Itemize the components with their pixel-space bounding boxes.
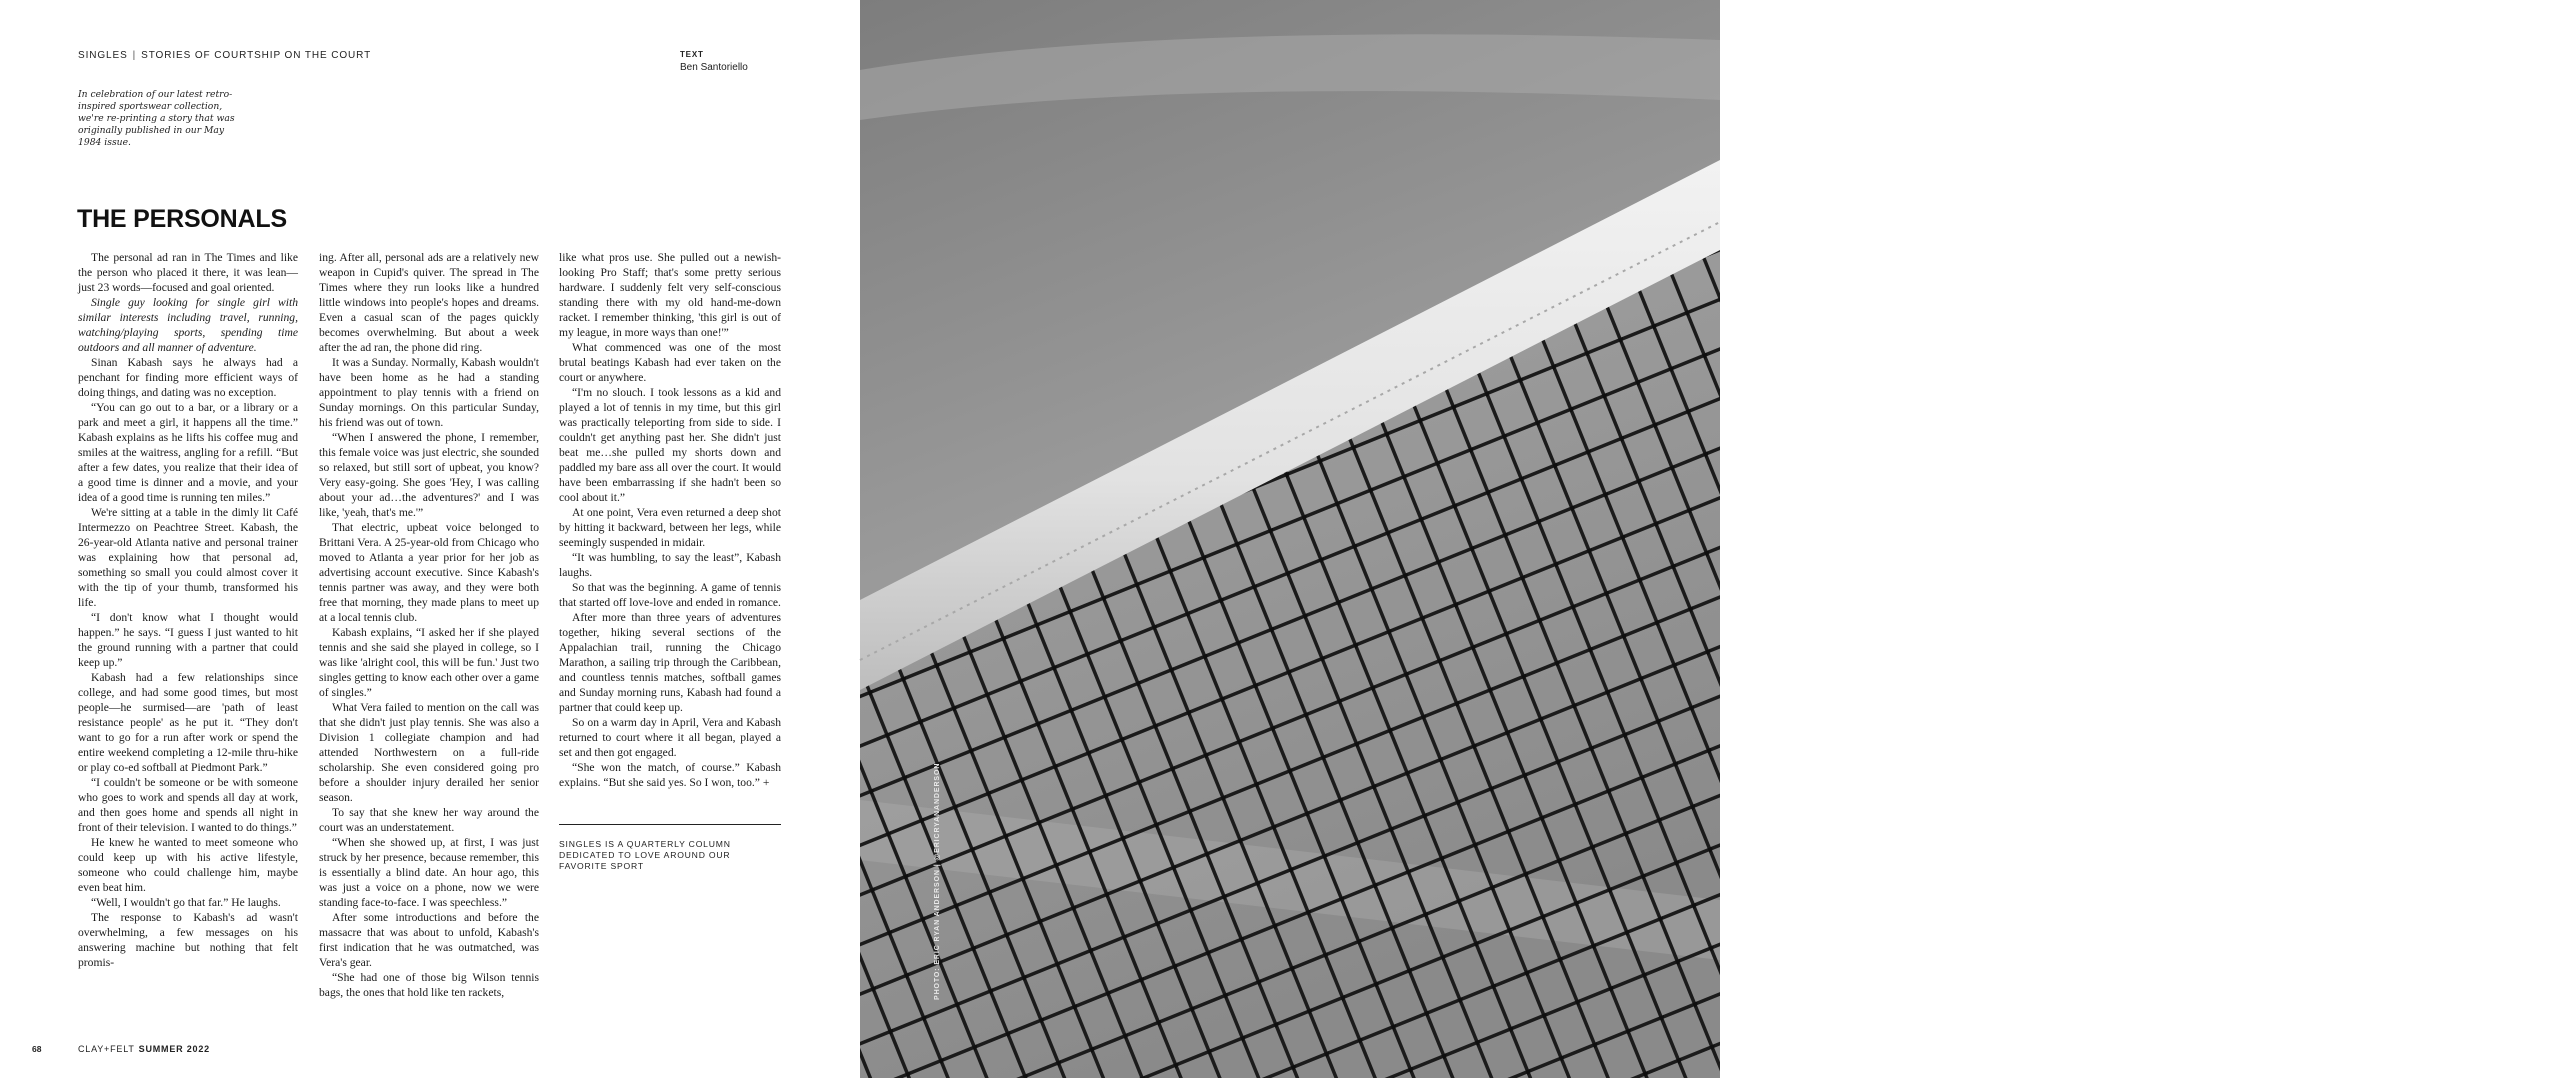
paragraph: “Well, I wouldn't go that far.” He laughs. — [91, 896, 281, 909]
paragraph: Sinan Kabash says he always had a penchant for finding more efficient ways of doing things, and dating was no exception. — [78, 356, 298, 399]
author-name: Ben Santoriello — [680, 62, 748, 73]
page-number-right: 69 — [2540, 1044, 2549, 1054]
magazine-footer — [78, 1044, 210, 1054]
paragraph: The personal ad ran in The Times and like the person who placed it there, it was lean—just 23 words—focused and goal oriented. — [78, 251, 298, 294]
paragraph: “I couldn't be someone or be with someone who goes to work and spends all day at work, and then goes home and spends all night in front of their television. I wanted to do things.” — [78, 776, 298, 834]
photo-page — [860, 0, 2549, 1078]
section-subtitle: STORIES OF COURTSHIP ON THE COURT — [141, 50, 372, 61]
paragraph: The response to Kabash's ad wasn't overwhelming, a few messages on his answering machine but nothing that felt promis- — [78, 911, 298, 969]
paragraph: It was a Sunday. Normally, Kabash wouldn't have been home as he had a standing appointment to play tennis with a friend on Sunday mornings. On this particular Sunday, his friend was out of town. — [319, 356, 539, 429]
paragraph: ing. After all, personal ads are a relatively new weapon in Cupid's quiver. The spread in The Times where they run looks like a hundred little windows into people's hopes and dreams. Even a casual scan of the pages quickly becomes overwhelming. But about a week after the ad ran, the phone did ring. — [319, 251, 539, 354]
intro-note: In celebration of our latest retro-inspired sportswear collection, we're re-printing a story that was originally published in our May 1984 issue. — [78, 89, 235, 148]
issue-label: SUMMER 2022 — [138, 1044, 210, 1054]
paragraph: So on a warm day in April, Vera and Kabash returned to court where it all began, played a set and then got engaged. — [559, 716, 781, 759]
paragraph: Kabash explains, “I asked her if she played tennis and she said she played in college, so I was like 'alright cool, this will be fun.' Just two singles getting to know each other over a game of singles.” — [319, 626, 539, 699]
personal-ad-quote: Single guy looking for single girl with similar interests including travel, running, watching/playing sports, spending time outdoors and all manner of adventure. — [78, 296, 298, 354]
section-kicker — [78, 50, 371, 61]
article-headline: THE PERSONALS — [77, 205, 287, 233]
paragraph: “I don't know what I thought would happen.” he says. “I guess I just wanted to hit the ground running with a partner that could keep up.” — [78, 611, 298, 669]
tennis-net-photo — [860, 0, 1720, 1078]
paragraph: To say that she knew her way around the court was an understatement. — [319, 806, 539, 834]
column-footnote: SINGLES IS A QUARTERLY COLUMN DEDICATED TO LOVE AROUND OUR FAVORITE SPORT — [559, 839, 731, 871]
paragraph: Kabash had a few relationships since college, and had some good times, but most people—he surmised—are 'path of least resistance people' as he put it. “They don't want to go for a run after work or spend the entire weekend completing a 12-mile thru-hike or play co-ed softball at Piedmont Park.” — [78, 671, 298, 774]
paragraph: He knew he wanted to meet someone who could keep up with his active lifestyle, someone who could challenge him, maybe even beat him. — [78, 836, 298, 894]
page-number-left: 68 — [32, 1044, 42, 1054]
paragraph: like what pros use. She pulled out a newish-looking Pro Staff; that's some pretty serious hardware. I suddenly felt very self-conscious standing there with my old hand-me-down racket. I remember thinking, 'this girl is out of my league, in more ways than one!'” — [559, 251, 781, 339]
paragraph: What Vera failed to mention on the call was that she didn't just play tennis. She was also a Division 1 collegiate champion and had attended Northwestern on a full-ride scholarship. She even considered going pro before a shoulder injury derailed her senior season. — [319, 701, 539, 804]
photo-credit: PHOTO: ERIC RYAN ANDERSON | @ERICRYANANDERSON — [934, 762, 941, 1000]
article-column-1 — [78, 250, 298, 970]
magazine-brand: CLAY+FELT — [78, 1044, 135, 1054]
paragraph: “You can go out to a bar, or a library or a park and meet a girl, it happens all the time.” Kabash explains as he lifts his coffee mug and smiles at the waitress, angling for a refill. “But after a few dates, you realize that their idea of a good time is dinner and a movie, and your idea of a good time is running ten miles.” — [78, 401, 298, 504]
left-page — [0, 0, 860, 1078]
footnote-divider — [559, 824, 781, 825]
section-name: SINGLES — [78, 50, 128, 61]
paragraph: After more than three years of adventures together, hiking several sections of the Appalachian trail, running the Chicago Marathon, a sailing trip through the Caribbean, and countless tennis matches, softball games and Sunday morning runs, Kabash had found a partner that could keep up. — [559, 611, 781, 714]
text-credit-label: TEXT — [680, 50, 704, 59]
paragraph: “She won the match, of course.” Kabash explains. “But she said yes. So I won, too.” + — [559, 761, 781, 789]
kicker-divider: | — [132, 50, 137, 61]
paragraph: After some introductions and before the massacre that was about to unfold, Kabash's first indication that he was outmatched, was Vera's gear. — [319, 911, 539, 969]
article-column-3 — [559, 250, 781, 790]
paragraph: “When she showed up, at first, I was just struck by her presence, because remember, this is essentially a blind date. An hour ago, this was just a voice on a phone, now we were standing face-to-face. I was speechless.” — [319, 836, 539, 909]
paragraph: We're sitting at a table in the dimly lit Café Intermezzo on Peachtree Street. Kabash, the 26-year-old Atlanta native and personal trainer was explaining how that personal ad, something so small you could almost cover it with the tip of your thumb, transformed his life. — [78, 506, 298, 609]
paragraph: “I'm no slouch. I took lessons as a kid and played a lot of tennis in my time, but this girl was practically teleporting from side to side. I couldn't get anything past her. She didn't just beat me…she pulled my shorts down and paddled my bare ass all over the court. It would have been embarrassing if she hadn't been so cool about it.” — [559, 386, 781, 504]
paragraph: “When I answered the phone, I remember, this female voice was just electric, she sounded so relaxed, but still sort of upbeat, you know? Very easy-going. She goes 'Hey, I was calling about your ad…the adventures?' and I was like, 'yeah, that's me.'” — [319, 431, 539, 519]
paragraph: “It was humbling, to say the least”, Kabash laughs. — [559, 551, 781, 579]
paragraph: At one point, Vera even returned a deep shot by hitting it backward, between her legs, while seemingly suspended in midair. — [559, 506, 781, 549]
article-column-2 — [319, 250, 539, 1000]
paragraph: “She had one of those big Wilson tennis bags, the ones that hold like ten rackets, — [319, 971, 539, 999]
paragraph: So that was the beginning. A game of tennis that started off love-love and ended in romance. — [559, 581, 781, 609]
paragraph: That electric, upbeat voice belonged to Brittani Vera. A 25-year-old from Chicago who moved to Atlanta a year prior for her job as advertising account executive. Since Kabash's tennis partner was away, and they were both free that morning, they made plans to meet up at a local tennis club. — [319, 521, 539, 624]
paragraph: What commenced was one of the most brutal beatings Kabash had ever taken on the court or anywhere. — [559, 341, 781, 384]
